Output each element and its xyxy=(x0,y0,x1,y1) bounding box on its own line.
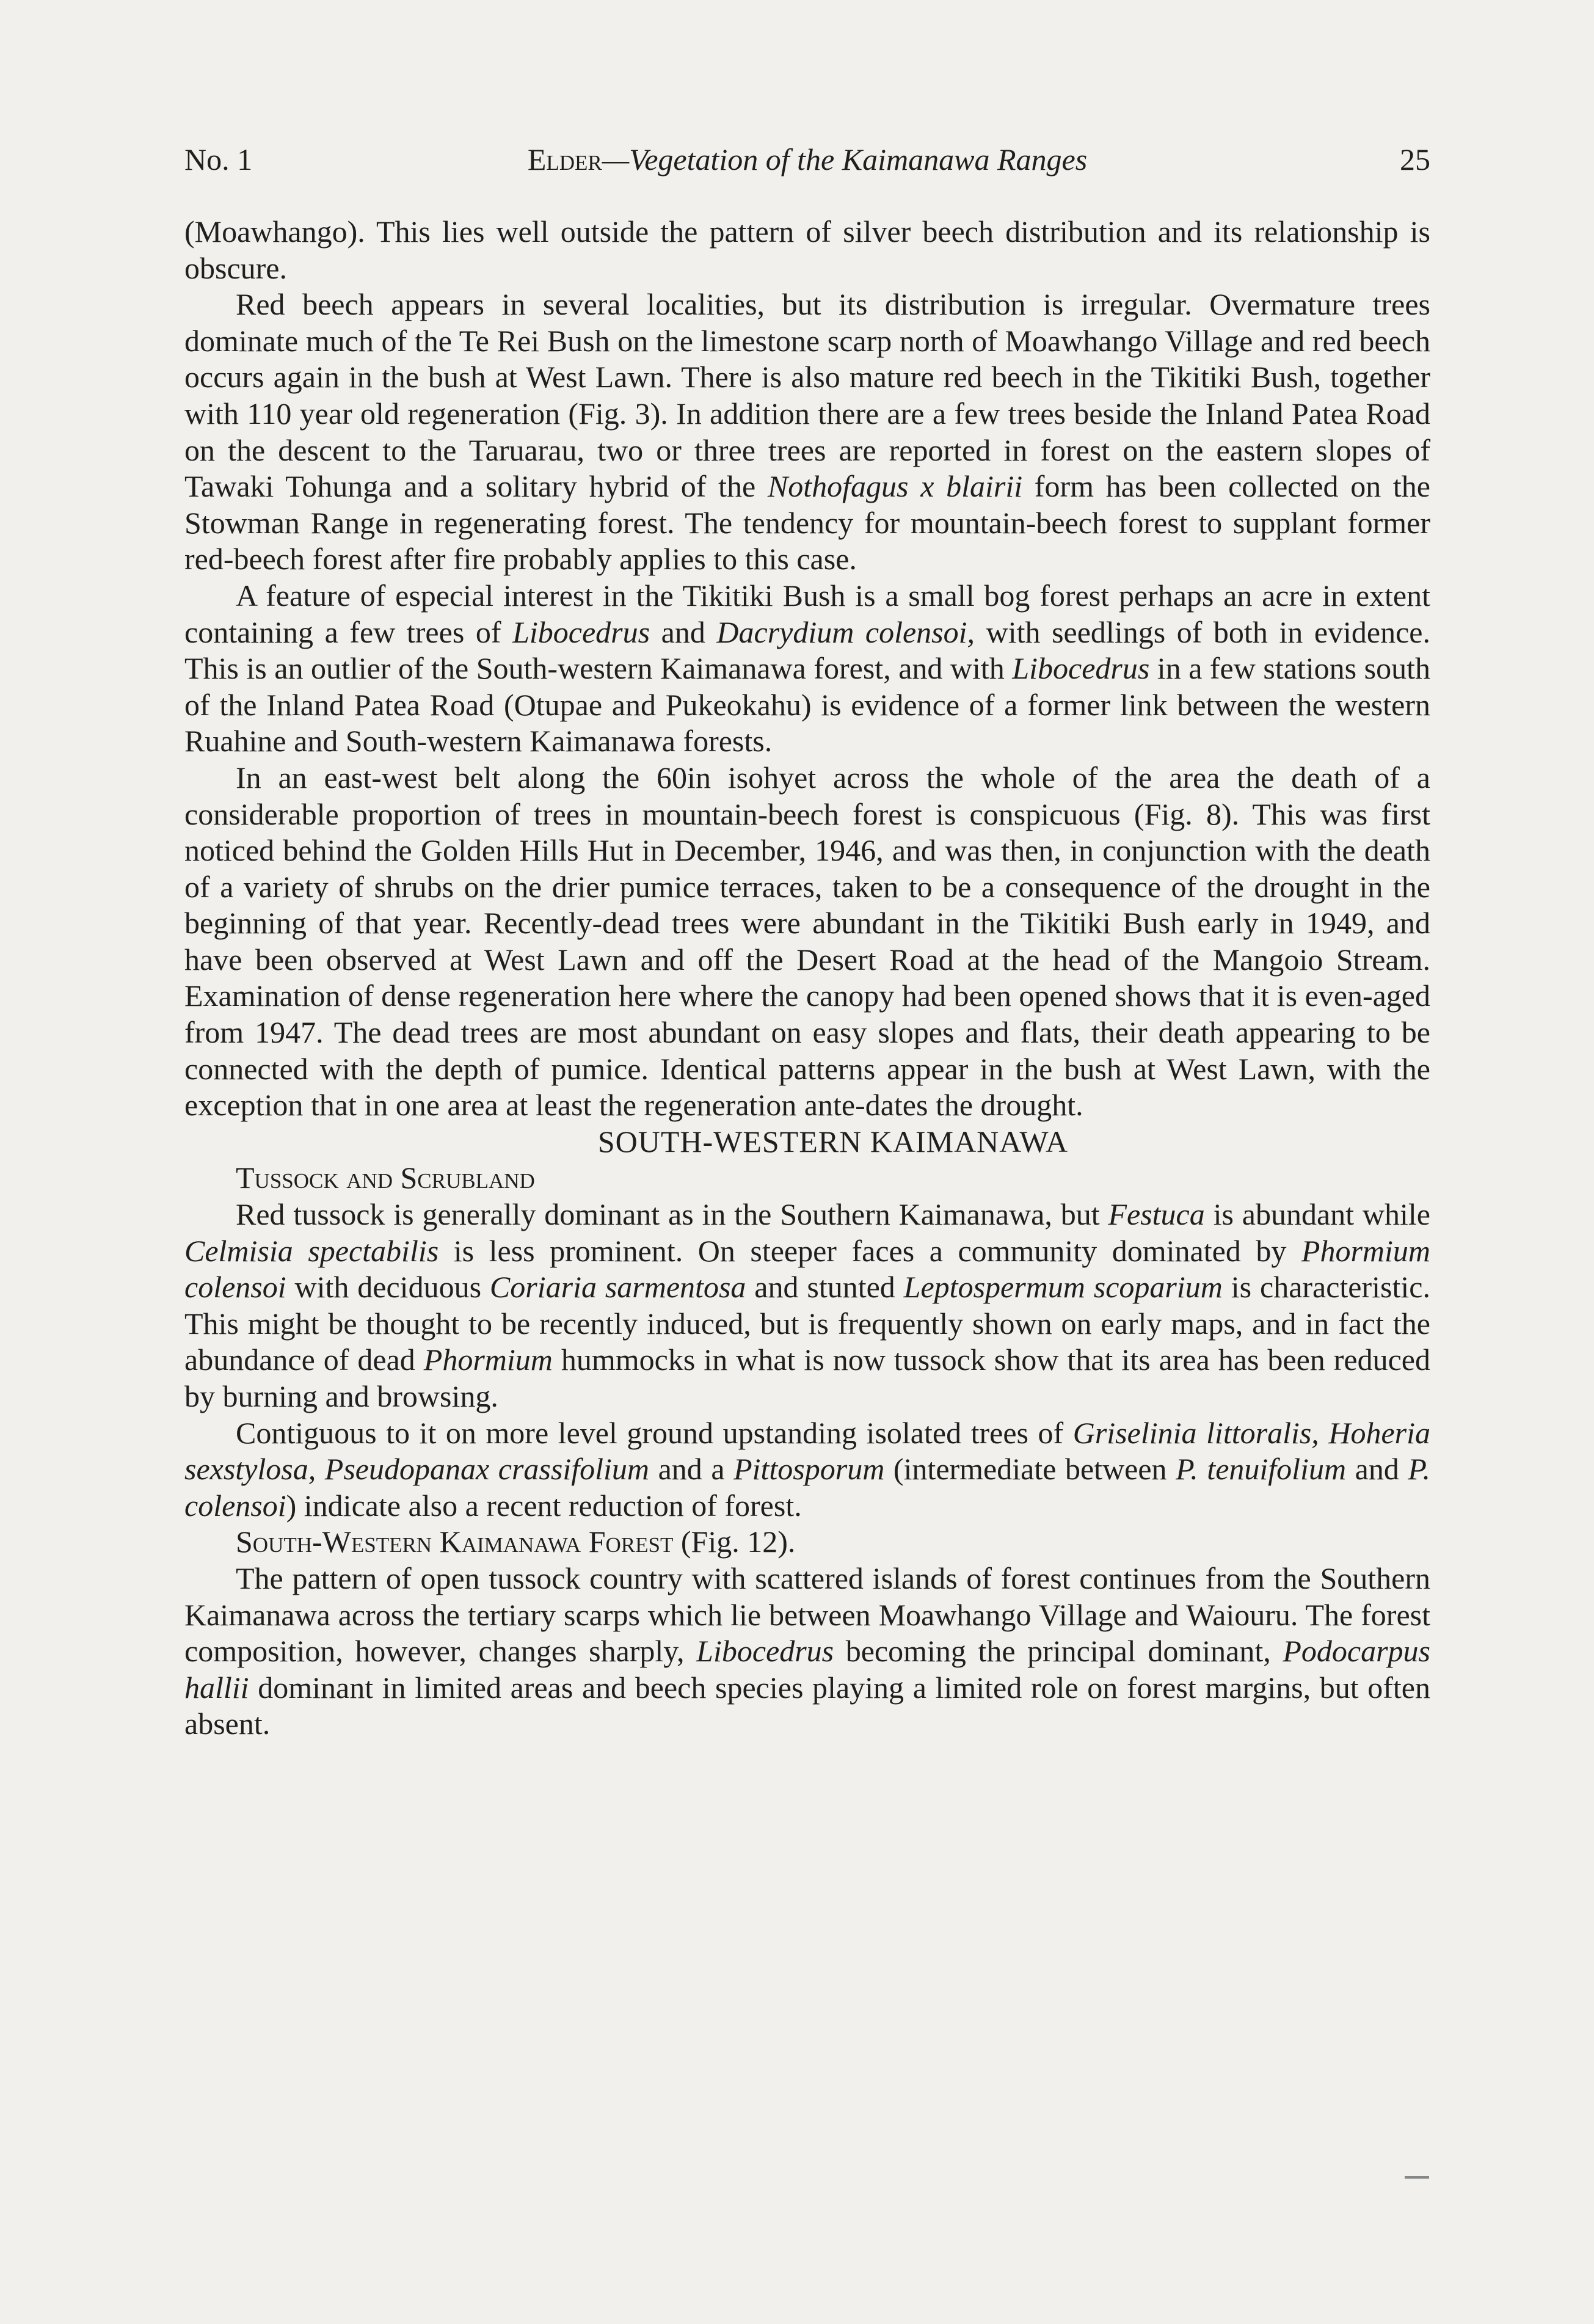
paragraph-4: In an east-west belt along the 60in isohyet across the whole of the area the death of a considerable proportion of trees in mountain-beech forest is conspicuous (Fig. 8). This was first noticed behind the Golden Hills Hut in December, 1946, and was then, in conjunction with the death of a variety of shrubs on the drier pumice terraces, taken to be a consequence of the drought in the beginning of that year. Recently-dead trees were abundant in the Tikitiki Bush early in 1949, and have been observed at West Lawn and off the Desert Road at the head of the Mangoio Stream. Examination of dense regeneration here where the canopy had been opened shows that it is even-aged from 1947. The dead trees are most abundant on easy slopes and flats, their death appearing to be connected with the depth of pumice. Identical patterns appear in the bush at West Lawn, with the exception that in one area at least the regeneration ante-dates the drought. xyxy=(184,760,1430,1123)
title-dash: — xyxy=(602,142,630,177)
text-run: South-Western Kaimanawa Forest xyxy=(236,1524,674,1559)
species-name: Phormium colensoi xyxy=(184,1233,1431,1305)
text-run: in a few stations south of the Inland Patea Road (Otupae and Pukeokahu) is evidence of a former link between the western Ruahine and South-western Kaimanawa forests. xyxy=(184,651,1430,759)
species-name: Libocedrus xyxy=(696,1634,834,1669)
paragraph-7 xyxy=(184,1561,1430,1743)
text-run: is abundant while xyxy=(1204,1197,1430,1232)
text-run: hummocks in what is now tussock show that its area has been reduced by burning and browsing. xyxy=(184,1342,1430,1413)
journal-number: No. 1 xyxy=(184,142,253,177)
text-run: and xyxy=(650,614,717,649)
text-run: form has been collected on the Stowman Range in regenerating forest. The tendency for mountain-beech forest to supplant former red-beech forest after fire probably applies to this case. xyxy=(184,469,1430,577)
text-run: (intermediate between xyxy=(884,1452,1176,1487)
text-run: ) indicate also a recent reduction of forest. xyxy=(286,1488,802,1523)
species-name: P. tenuifolium xyxy=(1176,1452,1347,1487)
species-name: Libocedrus xyxy=(512,614,650,649)
author-name: Elder xyxy=(527,142,602,177)
species-name: Dacrydium colensoi, xyxy=(716,614,975,649)
text-run: and a xyxy=(649,1452,734,1487)
page-corner-mark xyxy=(1405,2176,1429,2179)
figure-reference: (Fig. 12). xyxy=(673,1524,796,1559)
species-name: Podocarpus hallii xyxy=(184,1634,1430,1705)
text-run: Red beech appears in several localities, but its distribution is irregular. Overmature trees dominate much of the Te Rei Bush on the limestone scarp north of Moawhango Village and red beech occurs again in the bush at West Lawn. There is also mature red beech in the Tikitiki Bush, together with 110 year old regeneration (Fig. 3). In addition there are a few trees beside the Inland Patea Road on the descent to the Taruarau, two or three trees are reported in forest on the eastern slopes of Tawaki Tohunga and a solitary hybrid of the xyxy=(184,287,1430,504)
text-run: is characteristic. This might be thought to be recently induced, but is frequently shown on early maps, and in fact the abundance of dead xyxy=(184,1270,1430,1377)
text-run: and xyxy=(1346,1452,1408,1487)
species-name: Phormium xyxy=(423,1342,553,1377)
species-name: Celmisia spectabilis xyxy=(184,1233,439,1268)
page-number: 25 xyxy=(1400,142,1430,177)
species-name: Pittosporum xyxy=(733,1452,885,1487)
species-name: Griselinia littoralis, Hoheria sexstylosa, Pseudopanax crassifolium xyxy=(184,1415,1430,1487)
running-header xyxy=(184,142,1430,191)
running-title xyxy=(184,142,1430,177)
species-name: Coriaria sarmentosa xyxy=(489,1270,746,1305)
text-run: and stunted xyxy=(746,1270,904,1305)
paragraph-5 xyxy=(184,1197,1430,1415)
subheading-tussock: Tussock and Scrubland xyxy=(236,1160,535,1195)
species-name: P. colensoi xyxy=(184,1452,1430,1523)
text-run: Red tussock is generally dominant as in the Southern Kaimanawa, but xyxy=(236,1197,1108,1232)
paragraph-1: (Moawhango). This lies well outside the pattern of silver beech distribution and its relationship is obscure. xyxy=(184,214,1430,285)
species-name: Libocedrus xyxy=(1012,651,1150,686)
text-run: dominant in limited areas and beech species playing a limited role on forest margins, but often absent. xyxy=(184,1670,1430,1741)
text-run: with seedlings of both in evidence. This is an outlier of the South-western Kaimanawa forest, and with xyxy=(184,614,1430,686)
article-body xyxy=(184,214,1430,1743)
article-title: Vegetation of the Kaimanawa Ranges xyxy=(629,142,1088,177)
section-heading: SOUTH-WESTERN KAIMANAWA xyxy=(597,1124,1069,1159)
species-name: Nothofagus x blairii xyxy=(767,469,1023,504)
species-name: Festuca xyxy=(1108,1197,1205,1232)
species-name: Leptospermum scoparium xyxy=(903,1270,1223,1305)
text-run: becoming the principal dominant, xyxy=(834,1634,1283,1669)
paragraph-6 xyxy=(184,1415,1430,1524)
paragraph-2 xyxy=(184,286,1430,578)
text-run: Contiguous to it on more level ground upstanding isolated trees of xyxy=(236,1415,1073,1450)
text-run: is less prominent. On steeper faces a community dominated by xyxy=(439,1233,1301,1268)
text-run: The pattern of open tussock country with scattered islands of forest continues from the Southern Kaimanawa across the tertiary scarps which lie between Moawhango Village and Waiouru. The forest composition, however, changes sharply, xyxy=(184,1561,1430,1669)
text-run: with deciduous xyxy=(286,1270,490,1305)
paragraph-3 xyxy=(184,578,1430,760)
text-run: A feature of especial interest in the Tikitiki Bush is a small bog forest perhaps an acre in extent containing a few trees of xyxy=(184,578,1430,649)
subheading-forest xyxy=(184,1524,1430,1561)
